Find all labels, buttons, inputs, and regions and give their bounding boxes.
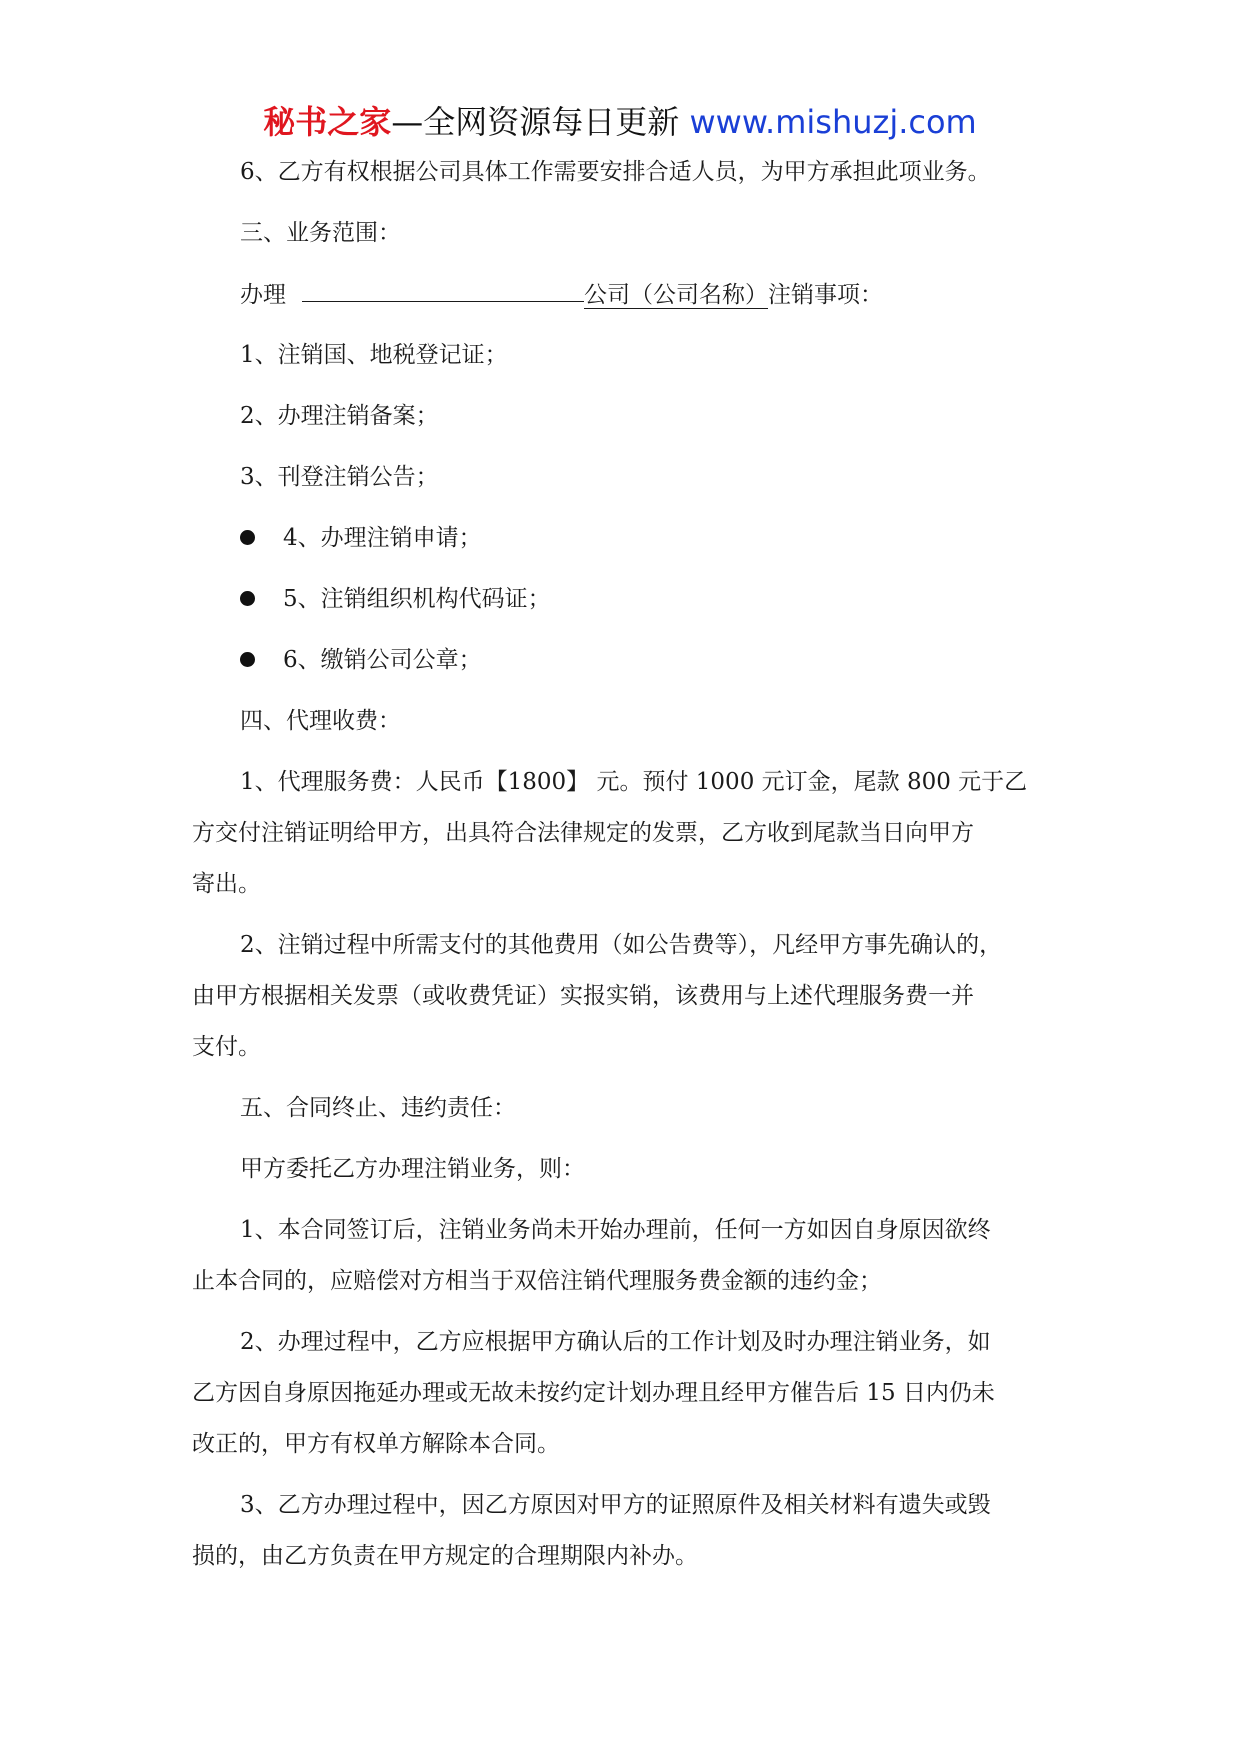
scope-line (240, 279, 1052, 310)
term2-line: 乙方因自身原因拖延办理或无故未按约定计划办理且经甲方催告后 15 日内仍未 (192, 1380, 995, 1406)
fee2-line: 由甲方根据相关发票（或收费凭证）实报实销，该费用与上述代理服务费一并 (192, 983, 974, 1009)
section4-title: 四、代理收费： (240, 708, 401, 734)
section3-title: 三、业务范围： (240, 220, 401, 246)
item6-assign: 6、乙方有权根据公司具体工作需要安排合适人员，为甲方承担此项业务。 (240, 159, 991, 185)
scope-bullet-item (240, 645, 1052, 675)
scope-prefix: 办理 (240, 282, 286, 308)
fee2-line: 支付。 (192, 1034, 261, 1060)
scope-bullet-item (240, 523, 1052, 553)
scope-item: 3、刊登注销公告； (240, 464, 439, 490)
header-slogan: —全网资源每日更新 (391, 103, 690, 141)
scope-bullet-item (240, 584, 1052, 614)
scope-bullet-text: 6、缴销公司公章； (283, 647, 482, 673)
site-header (0, 102, 1240, 142)
fee1-line: 寄出。 (192, 871, 261, 897)
bullet-icon (240, 591, 255, 606)
term2-line: 改正的，甲方有权单方解除本合同。 (192, 1431, 560, 1457)
term1-line: 1、本合同签订后，注销业务尚未开始办理前，任何一方如因自身原因欲终 (240, 1217, 991, 1243)
site-url[interactable]: www.mishuzj.com (689, 103, 977, 141)
scope-item: 2、办理注销备案； (240, 403, 439, 429)
company-name-blank[interactable] (302, 279, 584, 302)
brand-name: 秘书之家 (263, 103, 392, 141)
scope-bullet-text: 5、注销组织机构代码证； (283, 586, 551, 612)
section5-intro: 甲方委托乙方办理注销业务，则： (240, 1156, 585, 1182)
term3-line: 3、乙方办理过程中，因乙方原因对甲方的证照原件及相关材料有遗失或毁 (240, 1492, 991, 1518)
scope-company-label: 公司（公司名称） (584, 282, 768, 308)
scope-bullet-text: 4、办理注销申请； (283, 525, 482, 551)
fee2-line: 2、注销过程中所需支付的其他费用（如公告费等），凡经甲方事先确认的， (240, 932, 1003, 958)
section5-title: 五、合同终止、违约责任： (240, 1095, 516, 1121)
bullet-icon (240, 652, 255, 667)
term2-line: 2、办理过程中，乙方应根据甲方确认后的工作计划及时办理注销业务，如 (240, 1329, 991, 1355)
term3-line: 损的，由乙方负责在甲方规定的合理期限内补办。 (192, 1543, 698, 1569)
fee1-line: 方交付注销证明给甲方，出具符合法律规定的发票，乙方收到尾款当日向甲方 (192, 820, 974, 846)
scope-item: 1、注销国、地税登记证； (240, 342, 508, 368)
scope-suffix: 注销事项： (768, 282, 883, 308)
bullet-icon (240, 530, 255, 545)
fee1-line: 1、代理服务费：人民币【1800】 元。预付 1000 元订金，尾款 800 元于乙 (240, 769, 1028, 795)
term1-line: 止本合同的，应赔偿对方相当于双倍注销代理服务费金额的违约金； (192, 1268, 882, 1294)
